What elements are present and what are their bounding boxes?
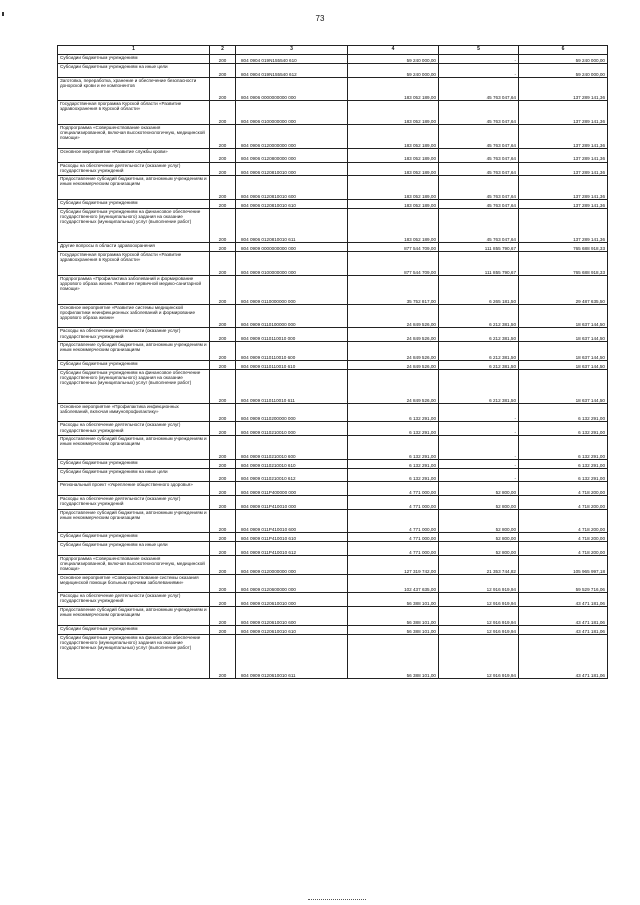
row-name: Предоставление субсидий бюджетным, автономным учреждениям и иным некоммерческим организациям (58, 176, 210, 200)
row-value-executed: - (439, 436, 519, 460)
row-value-remaining: 105 965 997,18 (519, 555, 608, 574)
row-value-executed: 52 800,00 (439, 542, 519, 556)
row-name: Субсидии бюджетным учреждениям на иные цели (58, 64, 210, 78)
row-classification: 804 0909 0120610010 611 (236, 634, 348, 678)
row-value-approved: 183 052 189,00 (348, 101, 439, 125)
row-value-approved: 56 388 101,00 (348, 593, 439, 607)
row-value-approved: 183 052 189,00 (348, 199, 439, 208)
row-value-remaining: 137 289 141,36 (519, 162, 608, 176)
row-value-remaining: 137 289 141,36 (519, 176, 608, 200)
row-value-approved: 183 052 189,00 (348, 208, 439, 242)
row-name: Субсидии бюджетным учреждениям (58, 55, 210, 64)
row-name: Основное мероприятие «Профилактика инфекционных заболеваний, включая иммунопрофилактику» (58, 403, 210, 422)
row-value-executed: 45 763 047,64 (439, 208, 519, 242)
row-code: 200 (210, 176, 236, 200)
row-value-remaining: 137 289 141,36 (519, 199, 608, 208)
table-row (58, 242, 608, 251)
table-row (58, 542, 608, 556)
row-value-approved: 183 052 189,00 (348, 148, 439, 162)
row-classification: 804 0904 019N155540 610 (236, 55, 348, 64)
row-value-executed: - (439, 459, 519, 468)
table-row (58, 606, 608, 625)
table-row (58, 251, 608, 275)
row-value-approved: 6 132 291,00 (348, 459, 439, 468)
row-code: 200 (210, 625, 236, 634)
row-name: Предоставление субсидий бюджетным, автономным учреждениям и иным некоммерческим организациям (58, 342, 210, 361)
row-name: Субсидии бюджетным учреждениям на иные цели (58, 468, 210, 482)
row-classification: 804 0906 0120000000 000 (236, 125, 348, 149)
row-value-approved: 6 132 291,00 (348, 422, 439, 436)
row-value-approved: 6 132 291,00 (348, 468, 439, 482)
table-row (58, 369, 608, 403)
budget-table (57, 45, 608, 679)
row-value-remaining: 137 289 141,36 (519, 101, 608, 125)
row-name: Субсидии бюджетным учреждениям (58, 360, 210, 369)
row-value-remaining: 29 487 635,50 (519, 275, 608, 304)
row-value-executed: 12 916 919,94 (439, 634, 519, 678)
table-row (58, 574, 608, 593)
row-name: Субсидии бюджетным учреждениям (58, 533, 210, 542)
table-row (58, 328, 608, 342)
row-classification: 804 0909 0120610010 000 (236, 593, 348, 607)
row-classification: 804 0906 0100000000 000 (236, 101, 348, 125)
table-row (58, 208, 608, 242)
row-value-executed: 45 763 047,64 (439, 101, 519, 125)
row-value-executed: 6 212 381,50 (439, 360, 519, 369)
row-value-remaining: 137 289 141,36 (519, 148, 608, 162)
row-value-executed: 52 800,00 (439, 509, 519, 533)
row-value-remaining: 18 637 144,50 (519, 328, 608, 342)
row-value-executed: 6 212 381,50 (439, 304, 519, 328)
row-name: Расходы на обеспечение деятельности (оказание услуг) государственных учреждений (58, 422, 210, 436)
row-value-executed: - (439, 422, 519, 436)
row-value-approved: 4 771 000,00 (348, 542, 439, 556)
row-name: Расходы на обеспечение деятельности (оказание услуг) государственных учреждений (58, 328, 210, 342)
row-value-approved: 4 771 000,00 (348, 533, 439, 542)
row-classification: 804 0906 0120810010 610 (236, 199, 348, 208)
row-classification: 804 0909 011P410010 610 (236, 533, 348, 542)
row-name: Субсидии бюджетным учреждениям на финансовое обеспечение государственного (муниципального) задания на оказание государственных (муниципальных) услуг (выполнение работ) (58, 208, 210, 242)
row-name: Основное мероприятие «Совершенствование системы оказания медицинской помощи больным прочими заболеваниями» (58, 574, 210, 593)
row-value-remaining: 765 688 918,33 (519, 242, 608, 251)
row-code: 200 (210, 468, 236, 482)
row-value-executed: 45 763 047,64 (439, 176, 519, 200)
row-classification: 804 0906 0120810010 600 (236, 176, 348, 200)
row-classification: 804 0909 0120610010 600 (236, 606, 348, 625)
row-classification: 804 0909 011P400000 000 (236, 482, 348, 496)
row-name: Подпрограмма «Совершенствование оказания специализированной, включая высокотехнологичную, медицинской помощи» (58, 555, 210, 574)
row-code: 200 (210, 342, 236, 361)
row-name: Субсидии бюджетным учреждениям на финансовое обеспечение государственного (муниципального) задания на оказание государственных (муниципальных) услуг (выполнение работ) (58, 369, 210, 403)
table-body (58, 55, 608, 679)
row-classification: 804 0909 0110210010 000 (236, 422, 348, 436)
header-col-3: 3 (236, 46, 348, 55)
row-value-remaining: 43 471 181,06 (519, 593, 608, 607)
row-code: 200 (210, 422, 236, 436)
table-row (58, 403, 608, 422)
row-classification: 804 0909 0000000000 000 (236, 242, 348, 251)
row-value-approved: 4 771 000,00 (348, 482, 439, 496)
row-value-executed: 12 916 919,94 (439, 593, 519, 607)
table-row (58, 482, 608, 496)
row-classification: 804 0909 0110110010 000 (236, 328, 348, 342)
row-code: 200 (210, 148, 236, 162)
row-value-approved: 6 132 291,00 (348, 403, 439, 422)
row-name: Субсидии бюджетным учреждениям на финансовое обеспечение государственного (муниципального) задания на оказание государственных (муниципальных) услуг (выполнение работ) (58, 634, 210, 678)
table-row (58, 593, 608, 607)
row-code: 200 (210, 606, 236, 625)
row-value-remaining: 4 718 200,00 (519, 482, 608, 496)
row-classification: 804 0909 0110210010 610 (236, 459, 348, 468)
row-classification: 804 0909 0110110010 610 (236, 360, 348, 369)
header-col-1: 1 (58, 46, 210, 55)
row-value-approved: 6 132 291,00 (348, 436, 439, 460)
table-row (58, 55, 608, 64)
table-row (58, 496, 608, 510)
row-value-approved: 183 052 189,00 (348, 176, 439, 200)
table-row (58, 125, 608, 149)
row-code: 200 (210, 275, 236, 304)
row-value-approved: 59 240 000,00 (348, 55, 439, 64)
table-row (58, 148, 608, 162)
row-name: Предоставление субсидий бюджетным, автономным учреждениям и иным некоммерческим организациям (58, 606, 210, 625)
table-row (58, 625, 608, 634)
row-value-approved: 24 849 526,00 (348, 304, 439, 328)
row-value-remaining: 6 132 291,00 (519, 459, 608, 468)
row-value-remaining: 6 132 291,00 (519, 468, 608, 482)
row-value-approved: 56 388 101,00 (348, 634, 439, 678)
row-name: Заготовка, переработка, хранение и обеспечение безопасности донорской крови и ее компонентов (58, 77, 210, 101)
row-value-executed: 6 212 381,50 (439, 328, 519, 342)
row-value-executed: 52 800,00 (439, 496, 519, 510)
row-classification: 804 0906 0120810010 611 (236, 208, 348, 242)
row-classification: 804 0909 0100000000 000 (236, 251, 348, 275)
row-value-remaining: 4 718 200,00 (519, 509, 608, 533)
row-value-executed: 111 855 790,67 (439, 251, 519, 275)
header-col-6: 6 (519, 46, 608, 55)
row-value-executed: 12 916 919,94 (439, 574, 519, 593)
row-value-approved: 183 052 189,00 (348, 162, 439, 176)
table-row (58, 64, 608, 78)
row-value-executed: 45 763 047,64 (439, 199, 519, 208)
row-value-approved: 102 437 635,00 (348, 574, 439, 593)
row-code: 200 (210, 403, 236, 422)
row-code: 200 (210, 482, 236, 496)
row-code: 200 (210, 533, 236, 542)
row-value-executed: 12 916 919,94 (439, 606, 519, 625)
row-value-approved: 56 388 101,00 (348, 625, 439, 634)
row-name: Предоставление субсидий бюджетным, автономным учреждениям и иным некоммерческим организациям (58, 436, 210, 460)
row-value-approved: 183 052 189,00 (348, 77, 439, 101)
row-code: 200 (210, 634, 236, 678)
row-value-executed: - (439, 468, 519, 482)
row-code: 200 (210, 242, 236, 251)
row-value-remaining: 6 132 291,00 (519, 436, 608, 460)
row-value-executed: 21 353 744,82 (439, 555, 519, 574)
row-name: Субсидии бюджетным учреждениям (58, 459, 210, 468)
row-classification: 804 0909 0110210010 600 (236, 436, 348, 460)
row-value-remaining: 4 718 200,00 (519, 533, 608, 542)
row-name: Предоставление субсидий бюджетным, автономным учреждениям и иным некоммерческим организациям (58, 509, 210, 533)
table-row (58, 360, 608, 369)
row-classification: 804 0906 0120800000 000 (236, 148, 348, 162)
row-classification: 804 0909 011P410010 612 (236, 542, 348, 556)
row-value-executed: 12 916 919,94 (439, 625, 519, 634)
row-value-executed: 6 265 181,50 (439, 275, 519, 304)
row-value-remaining: 59 240 000,00 (519, 55, 608, 64)
row-value-remaining: 43 471 181,06 (519, 606, 608, 625)
table-row (58, 436, 608, 460)
row-name: Государственная программа Курской области «Развитие здравоохранения в Курской области» (58, 101, 210, 125)
row-classification: 804 0909 0110000000 000 (236, 275, 348, 304)
row-classification: 804 0909 0110110010 600 (236, 342, 348, 361)
row-classification: 804 0906 0120810010 000 (236, 162, 348, 176)
table-row (58, 77, 608, 101)
row-code: 200 (210, 574, 236, 593)
page-number: 73 (315, 14, 325, 23)
row-name: Подпрограмма «Совершенствование оказания специализированной, включая высокотехнологичную, медицинской помощи» (58, 125, 210, 149)
row-value-remaining: 18 637 144,50 (519, 360, 608, 369)
row-value-remaining: 43 471 181,06 (519, 634, 608, 678)
row-value-executed: 52 800,00 (439, 533, 519, 542)
row-value-approved: 877 544 709,00 (348, 242, 439, 251)
row-code: 200 (210, 360, 236, 369)
row-value-approved: 183 052 189,00 (348, 125, 439, 149)
table-row (58, 199, 608, 208)
table-row (58, 304, 608, 328)
row-value-remaining: 43 471 181,06 (519, 625, 608, 634)
row-code: 200 (210, 64, 236, 78)
row-code: 200 (210, 199, 236, 208)
table-row (58, 634, 608, 678)
row-value-executed: - (439, 55, 519, 64)
table-row (58, 176, 608, 200)
row-classification: 804 0909 0110210010 612 (236, 468, 348, 482)
row-classification: 804 0909 0120600000 000 (236, 574, 348, 593)
row-classification: 804 0909 0120000000 000 (236, 555, 348, 574)
row-value-approved: 4 771 000,00 (348, 509, 439, 533)
table-header (58, 46, 608, 55)
row-value-approved: 24 849 526,00 (348, 328, 439, 342)
row-value-executed: 45 763 047,64 (439, 162, 519, 176)
row-name: Субсидии бюджетным учреждениям на иные цели (58, 542, 210, 556)
row-name: Государственная программа Курской области «Развитие здравоохранения в Курской области» (58, 251, 210, 275)
row-value-remaining: 18 637 144,50 (519, 369, 608, 403)
row-name: Основное мероприятие «Развитие системы медицинской профилактики неинфекционных заболеваний и формирование здорового образа жизни» (58, 304, 210, 328)
header-col-2: 2 (210, 46, 236, 55)
row-name: Подпрограмма «Профилактика заболеваний и формирование здорового образа жизни. Развитие первичной медико-санитарной помощи» (58, 275, 210, 304)
row-name: Другие вопросы в области здравоохранения (58, 242, 210, 251)
row-code: 200 (210, 55, 236, 64)
row-classification: 804 0909 0110110010 611 (236, 369, 348, 403)
row-value-approved: 24 849 526,00 (348, 342, 439, 361)
row-value-remaining: 4 718 200,00 (519, 542, 608, 556)
row-classification: 804 0909 0120610010 610 (236, 625, 348, 634)
row-value-remaining: 6 132 291,00 (519, 422, 608, 436)
row-value-executed: 52 800,00 (439, 482, 519, 496)
row-code: 200 (210, 101, 236, 125)
row-value-executed: 45 763 047,64 (439, 148, 519, 162)
row-value-approved: 877 544 709,00 (348, 251, 439, 275)
table-row (58, 342, 608, 361)
row-code: 200 (210, 125, 236, 149)
row-value-executed: 45 763 047,64 (439, 77, 519, 101)
row-value-remaining: 137 289 141,36 (519, 77, 608, 101)
row-value-remaining: 59 529 716,06 (519, 574, 608, 593)
row-name: Расходы на обеспечение деятельности (оказание услуг) государственных учреждений (58, 496, 210, 510)
table-row (58, 533, 608, 542)
header-row (58, 46, 608, 55)
row-code: 200 (210, 369, 236, 403)
row-code: 200 (210, 208, 236, 242)
row-value-approved: 24 849 526,00 (348, 360, 439, 369)
header-col-5: 5 (439, 46, 519, 55)
row-code: 200 (210, 251, 236, 275)
row-value-remaining: 137 289 141,36 (519, 208, 608, 242)
footer-mark (308, 899, 366, 902)
row-value-remaining: 59 240 000,00 (519, 64, 608, 78)
row-name: Расходы на обеспечение деятельности (оказание услуг) государственных учреждений (58, 593, 210, 607)
row-value-executed: - (439, 403, 519, 422)
row-value-executed: - (439, 64, 519, 78)
row-value-executed: 111 855 790,67 (439, 242, 519, 251)
row-value-remaining: 6 132 291,00 (519, 403, 608, 422)
table-row (58, 101, 608, 125)
table-row (58, 555, 608, 574)
row-value-approved: 35 752 817,00 (348, 275, 439, 304)
row-value-remaining: 18 637 144,50 (519, 342, 608, 361)
table-row (58, 162, 608, 176)
table-row (58, 275, 608, 304)
table-row (58, 509, 608, 533)
row-value-approved: 24 849 526,00 (348, 369, 439, 403)
row-code: 200 (210, 328, 236, 342)
table-row (58, 468, 608, 482)
row-code: 200 (210, 509, 236, 533)
table-row (58, 459, 608, 468)
row-classification: 804 0909 0110200000 000 (236, 403, 348, 422)
row-code: 200 (210, 496, 236, 510)
row-code: 200 (210, 436, 236, 460)
row-classification: 804 0909 0110100000 000 (236, 304, 348, 328)
row-value-remaining: 137 289 141,36 (519, 125, 608, 149)
row-code: 200 (210, 304, 236, 328)
row-name: Основное мероприятие «Развитие службы крови» (58, 148, 210, 162)
row-value-approved: 59 240 000,00 (348, 64, 439, 78)
row-value-executed: 6 212 381,50 (439, 342, 519, 361)
row-code: 200 (210, 555, 236, 574)
row-value-approved: 4 771 000,00 (348, 496, 439, 510)
row-name: Субсидии бюджетным учреждениям (58, 199, 210, 208)
table-row (58, 422, 608, 436)
row-code: 200 (210, 77, 236, 101)
row-code: 200 (210, 542, 236, 556)
row-value-approved: 127 319 742,00 (348, 555, 439, 574)
row-code: 200 (210, 459, 236, 468)
row-value-executed: 6 212 381,50 (439, 369, 519, 403)
row-value-remaining: 18 637 144,50 (519, 304, 608, 328)
row-code: 200 (210, 162, 236, 176)
row-value-remaining: 4 718 200,00 (519, 496, 608, 510)
row-code: 200 (210, 593, 236, 607)
row-classification: 804 0906 0000000000 000 (236, 77, 348, 101)
row-value-executed: 45 763 047,64 (439, 125, 519, 149)
row-name: Расходы на обеспечение деятельности (оказание услуг) государственных учреждений (58, 162, 210, 176)
header-col-4: 4 (348, 46, 439, 55)
row-classification: 804 0909 011P410010 000 (236, 496, 348, 510)
row-classification: 804 0904 019N155540 612 (236, 64, 348, 78)
row-classification: 804 0909 011P410010 600 (236, 509, 348, 533)
row-name: Субсидии бюджетным учреждениям (58, 625, 210, 634)
row-name: Региональный проект «Укрепление общественного здоровья» (58, 482, 210, 496)
row-value-remaining: 765 688 918,33 (519, 251, 608, 275)
row-value-approved: 56 388 101,00 (348, 606, 439, 625)
